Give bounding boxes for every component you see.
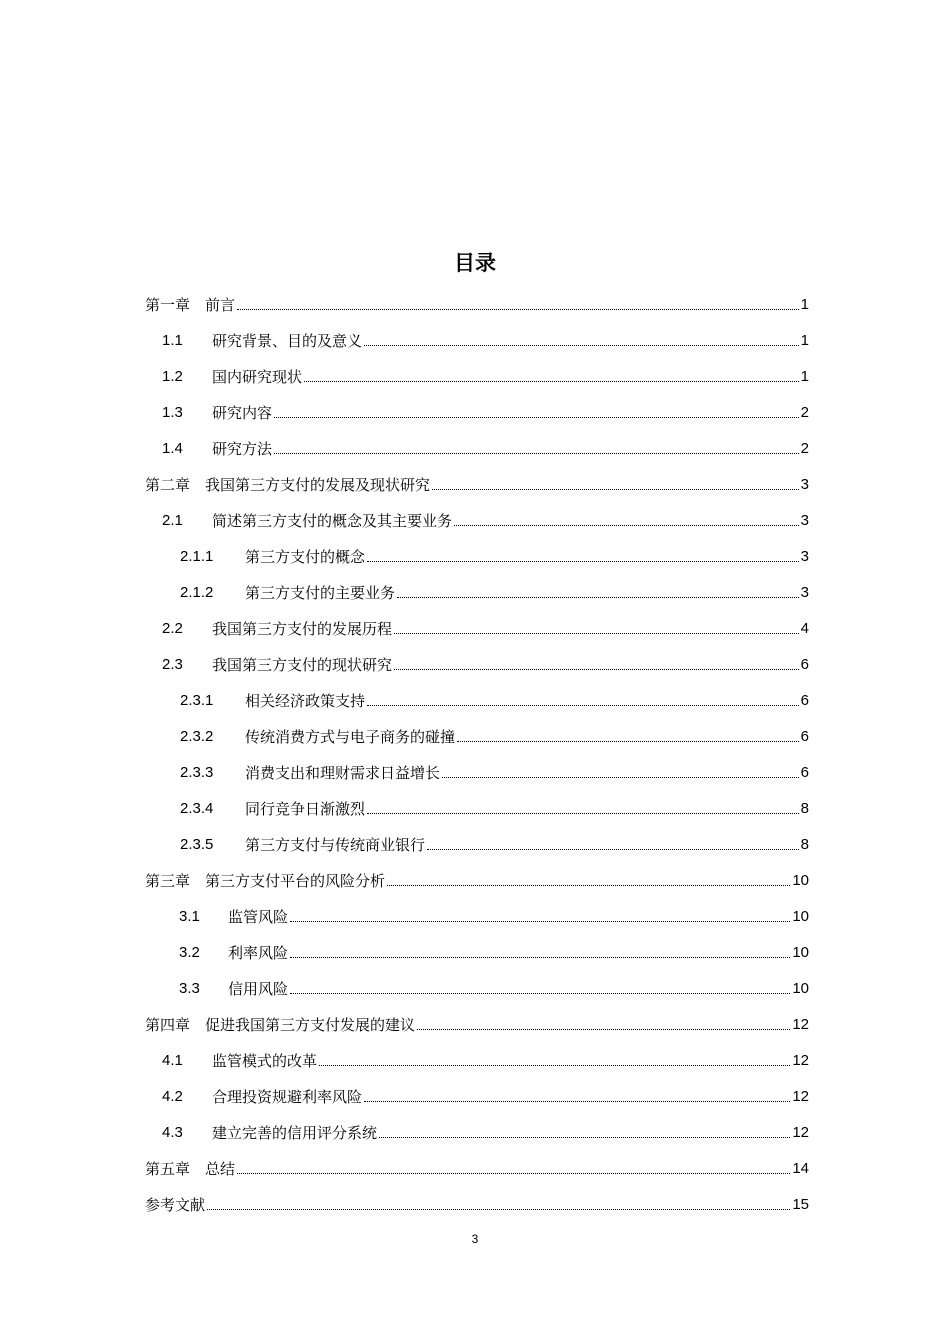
dot-leader xyxy=(367,798,799,814)
toc-entry-title: 研究背景、目的及意义 xyxy=(212,331,363,350)
toc-entry[interactable] xyxy=(145,1150,809,1186)
toc-entry-page: 10 xyxy=(792,907,809,925)
toc-entry-number: 2.1 xyxy=(162,511,183,529)
toc-entry[interactable] xyxy=(145,898,809,934)
toc-entry-number: 第四章 xyxy=(145,1015,191,1034)
toc-entry[interactable] xyxy=(145,394,809,430)
toc-entry-title: 相关经济政策支持 xyxy=(245,691,366,710)
dot-leader xyxy=(417,1014,790,1030)
toc-entry-title: 利率风险 xyxy=(228,943,289,962)
toc-entry-title: 研究方法 xyxy=(212,439,273,458)
toc-entry-page: 2 xyxy=(800,403,809,421)
toc-entry-title: 国内研究现状 xyxy=(212,367,303,386)
toc-entry-title: 研究内容 xyxy=(212,403,273,422)
toc-entry[interactable] xyxy=(145,1006,809,1042)
toc-entry[interactable] xyxy=(145,754,809,790)
toc-entry[interactable] xyxy=(145,466,809,502)
toc-entry-title: 第三方支付的概念 xyxy=(245,547,366,566)
toc-entry-title: 消费支出和理财需求日益增长 xyxy=(245,763,441,782)
dot-leader xyxy=(319,1050,790,1066)
dot-leader xyxy=(432,474,799,490)
toc-entry-page: 3 xyxy=(800,511,809,529)
toc-entry-title: 第三方支付与传统商业银行 xyxy=(245,835,426,854)
dot-leader xyxy=(394,654,799,670)
toc-entry-page: 14 xyxy=(792,1159,809,1177)
toc-entry-page: 1 xyxy=(800,331,809,349)
toc-entry-number: 第一章 xyxy=(145,295,191,314)
dot-leader xyxy=(387,870,790,886)
toc-entry-title: 促进我国第三方支付发展的建议 xyxy=(205,1015,416,1034)
toc-entry-title: 第三方支付平台的风险分析 xyxy=(205,871,386,890)
toc-entry-page: 3 xyxy=(800,583,809,601)
toc-entry-title: 传统消费方式与电子商务的碰撞 xyxy=(245,727,456,746)
toc-entry-page: 8 xyxy=(800,835,809,853)
toc-entry-number: 1.2 xyxy=(162,367,183,385)
toc-entry-title: 监管模式的改革 xyxy=(212,1051,318,1070)
toc-entry-number: 2.2 xyxy=(162,619,183,637)
toc-entry-page: 10 xyxy=(792,979,809,997)
toc-entry-page: 3 xyxy=(800,475,809,493)
toc-entry-title: 同行竞争日渐激烈 xyxy=(245,799,366,818)
toc-entry-page: 12 xyxy=(792,1015,809,1033)
dot-leader xyxy=(290,978,790,994)
toc-entry-page: 10 xyxy=(792,943,809,961)
dot-leader xyxy=(237,1158,790,1174)
toc-entry-title: 第三方支付的主要业务 xyxy=(245,583,396,602)
toc-entry[interactable] xyxy=(145,502,809,538)
toc-entry-number: 2.3.5 xyxy=(180,835,214,853)
toc-entry-page: 8 xyxy=(800,799,809,817)
dot-leader xyxy=(290,906,790,922)
toc-entry-page: 3 xyxy=(800,547,809,565)
dot-leader xyxy=(457,726,799,742)
toc-entry-page: 6 xyxy=(800,763,809,781)
toc-entry[interactable] xyxy=(145,1186,809,1222)
dot-leader xyxy=(397,582,799,598)
toc-entry-page: 1 xyxy=(800,295,809,313)
toc-entry-number: 2.3 xyxy=(162,655,183,673)
toc-entry-title: 合理投资规避利率风险 xyxy=(212,1087,363,1106)
dot-leader xyxy=(367,690,799,706)
toc-entry-number: 第五章 xyxy=(145,1159,191,1178)
toc-entry-title: 我国第三方支付的发展及现状研究 xyxy=(205,475,431,494)
toc-entry[interactable] xyxy=(145,610,809,646)
toc-entry[interactable] xyxy=(145,1114,809,1150)
toc-entry-title: 我国第三方支付的发展历程 xyxy=(212,619,393,638)
dot-leader xyxy=(274,402,799,418)
toc-entry-page: 1 xyxy=(800,367,809,385)
toc-entry-number: 1.1 xyxy=(162,331,183,349)
toc-entry-page: 6 xyxy=(800,727,809,745)
toc-entry-number: 1.4 xyxy=(162,439,183,457)
toc-entry-number: 3.1 xyxy=(179,907,200,925)
toc-entry[interactable] xyxy=(145,574,809,610)
toc-entry-page: 4 xyxy=(800,619,809,637)
toc-entry[interactable] xyxy=(145,1042,809,1078)
toc-entry-page: 15 xyxy=(792,1195,809,1213)
dot-leader xyxy=(427,834,799,850)
toc-entry-title: 信用风险 xyxy=(228,979,289,998)
toc-entry[interactable] xyxy=(145,934,809,970)
toc-entry[interactable] xyxy=(145,862,809,898)
toc-entry-number: 第二章 xyxy=(145,475,191,494)
toc-entry-number: 2.1.1 xyxy=(180,547,214,565)
toc-entry-title: 前言 xyxy=(205,295,236,314)
toc-entry-title: 参考文献 xyxy=(145,1195,206,1214)
dot-leader xyxy=(364,330,799,346)
toc-entry[interactable] xyxy=(145,322,809,358)
toc-entry-page: 12 xyxy=(792,1123,809,1141)
toc-entry-page: 6 xyxy=(800,691,809,709)
toc-entry-number: 第三章 xyxy=(145,871,191,890)
toc-entry[interactable] xyxy=(145,682,809,718)
toc-entry[interactable] xyxy=(145,358,809,394)
toc-entry-number: 2.1.2 xyxy=(180,583,214,601)
table-of-contents xyxy=(145,286,809,1222)
page-number: 3 xyxy=(471,1232,479,1246)
toc-entry[interactable] xyxy=(145,970,809,1006)
toc-entry-number: 3.3 xyxy=(179,979,200,997)
toc-entry-title: 总结 xyxy=(205,1159,236,1178)
toc-entry-page: 2 xyxy=(800,439,809,457)
dot-leader xyxy=(207,1194,790,1210)
dot-leader xyxy=(274,438,799,454)
toc-entry[interactable] xyxy=(145,646,809,682)
toc-entry[interactable] xyxy=(145,430,809,466)
toc-entry-title: 建立完善的信用评分系统 xyxy=(212,1123,378,1142)
toc-entry-number: 4.2 xyxy=(162,1087,183,1105)
toc-entry-page: 12 xyxy=(792,1051,809,1069)
toc-entry-page: 12 xyxy=(792,1087,809,1105)
dot-leader xyxy=(364,1086,790,1102)
toc-entry-number: 2.3.3 xyxy=(180,763,214,781)
toc-entry-number: 2.3.1 xyxy=(180,691,214,709)
dot-leader xyxy=(442,762,799,778)
toc-entry-title: 监管风险 xyxy=(228,907,289,926)
dot-leader xyxy=(367,546,799,562)
dot-leader xyxy=(304,366,799,382)
toc-entry-number: 4.3 xyxy=(162,1123,183,1141)
toc-entry-number: 1.3 xyxy=(162,403,183,421)
toc-entry-number: 4.1 xyxy=(162,1051,183,1069)
toc-entry-page: 6 xyxy=(800,655,809,673)
toc-entry-number: 2.3.4 xyxy=(180,799,214,817)
toc-title: 目录 xyxy=(454,251,496,275)
dot-leader xyxy=(290,942,790,958)
dot-leader xyxy=(237,294,799,310)
toc-entry-number: 2.3.2 xyxy=(180,727,214,745)
toc-entry[interactable] xyxy=(145,538,809,574)
toc-entry-number: 3.2 xyxy=(179,943,200,961)
dot-leader xyxy=(394,618,799,634)
dot-leader xyxy=(379,1122,790,1138)
toc-entry-title: 简述第三方支付的概念及其主要业务 xyxy=(212,511,453,530)
toc-entry[interactable] xyxy=(145,718,809,754)
toc-entry[interactable] xyxy=(145,286,809,322)
toc-entry-page: 10 xyxy=(792,871,809,889)
toc-entry-title: 我国第三方支付的现状研究 xyxy=(212,655,393,674)
toc-entry[interactable] xyxy=(145,790,809,826)
dot-leader xyxy=(454,510,799,526)
toc-entry[interactable] xyxy=(145,826,809,862)
toc-entry[interactable] xyxy=(145,1078,809,1114)
